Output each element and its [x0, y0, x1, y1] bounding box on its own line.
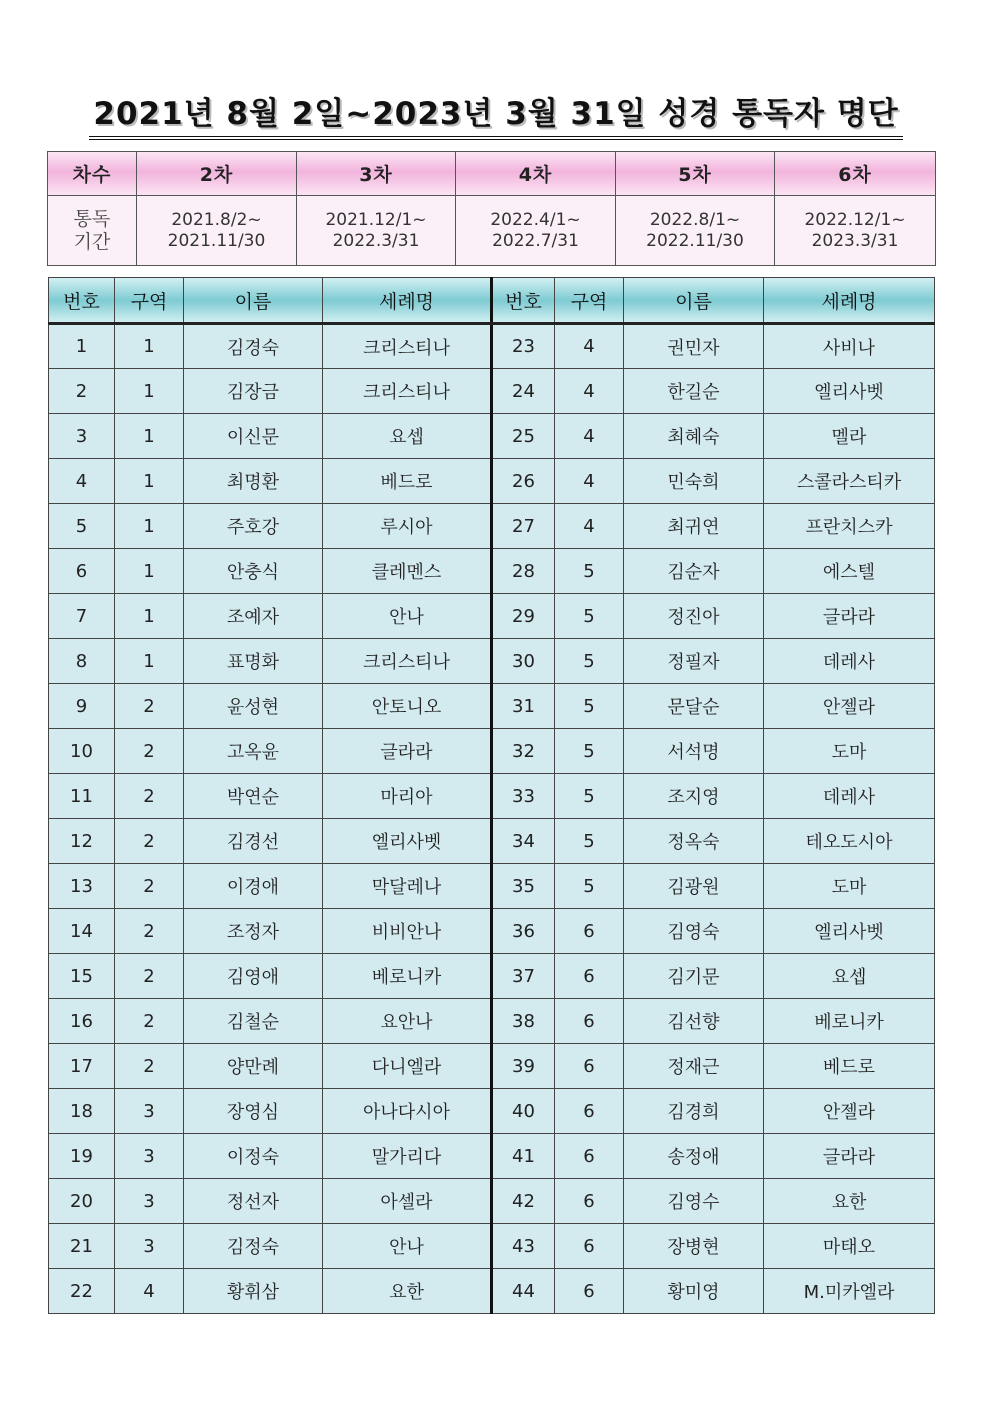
period-end: 2022.7/31 — [492, 230, 579, 251]
cell-name: 황휘삼 — [184, 1269, 323, 1314]
table-row — [49, 1134, 935, 1179]
cell-district: 2 — [115, 819, 184, 864]
table-row — [49, 819, 935, 864]
cell-number: 4 — [49, 459, 115, 504]
cell-name: 김경숙 — [184, 324, 323, 369]
header-name: 이름 — [184, 278, 323, 324]
cell-baptismal-name: 다니엘라 — [323, 1044, 492, 1089]
header-baptismal-name: 세례명 — [764, 278, 935, 324]
period-end: 2023.3/31 — [811, 230, 899, 251]
cell-name: 이정숙 — [184, 1134, 323, 1179]
round-name: 6차 — [775, 152, 936, 196]
cell-baptismal-name: 말가리다 — [323, 1134, 492, 1179]
cell-baptismal-name: 안나 — [323, 1224, 492, 1269]
cell-number: 8 — [49, 639, 115, 684]
round-name: 2차 — [137, 152, 297, 196]
cell-name: 황미영 — [624, 1269, 764, 1314]
cell-name: 최명환 — [184, 459, 323, 504]
cell-name: 고옥윤 — [184, 729, 323, 774]
cell-number: 10 — [49, 729, 115, 774]
cell-baptismal-name: 요한 — [323, 1269, 492, 1314]
cell-district: 2 — [115, 1044, 184, 1089]
cell-district: 5 — [555, 549, 624, 594]
cell-district: 1 — [115, 504, 184, 549]
cell-number: 31 — [492, 684, 555, 729]
page-title: 2021년 8월 2일~2023년 3월 31일 성경 통독자 명단 — [89, 88, 902, 140]
cell-number: 42 — [492, 1179, 555, 1224]
cell-baptismal-name: 엘리사벳 — [323, 819, 492, 864]
cell-number: 27 — [492, 504, 555, 549]
cell-district: 5 — [555, 729, 624, 774]
cell-name: 양만례 — [184, 1044, 323, 1089]
cell-name: 권민자 — [624, 324, 764, 369]
cell-baptismal-name: 안젤라 — [764, 1089, 935, 1134]
cell-baptismal-name: 도마 — [764, 864, 935, 909]
cell-number: 30 — [492, 639, 555, 684]
cell-name: 문달순 — [624, 684, 764, 729]
cell-name: 이경애 — [184, 864, 323, 909]
cell-name: 조예자 — [184, 594, 323, 639]
period-label-line: 통독 — [73, 207, 111, 230]
header-district: 구역 — [115, 278, 184, 324]
period-start: 2022.12/1~ — [804, 209, 906, 230]
cell-name: 김영애 — [184, 954, 323, 999]
cell-number: 9 — [49, 684, 115, 729]
cell-baptismal-name: 크리스티나 — [323, 324, 492, 369]
cell-baptismal-name: M.미카엘라 — [764, 1269, 935, 1314]
cell-district: 6 — [555, 1179, 624, 1224]
cell-district: 3 — [115, 1224, 184, 1269]
cell-baptismal-name: 안나 — [323, 594, 492, 639]
period-start: 2021.12/1~ — [325, 209, 427, 230]
cell-name: 조정자 — [184, 909, 323, 954]
cell-district: 3 — [115, 1179, 184, 1224]
period-start: 2022.8/1~ — [649, 209, 741, 230]
cell-baptismal-name: 요셉 — [764, 954, 935, 999]
table-row — [49, 729, 935, 774]
cell-baptismal-name: 프란치스카 — [764, 504, 935, 549]
table-row — [49, 1269, 935, 1314]
cell-district: 2 — [115, 729, 184, 774]
cell-district: 6 — [555, 1089, 624, 1134]
cell-baptismal-name: 글라라 — [764, 1134, 935, 1179]
table-row — [49, 774, 935, 819]
cell-number: 17 — [49, 1044, 115, 1089]
cell-number: 15 — [49, 954, 115, 999]
cell-district: 2 — [115, 999, 184, 1044]
period-cell — [775, 196, 936, 266]
cell-baptismal-name: 엘리사벳 — [764, 369, 935, 414]
cell-district: 1 — [115, 459, 184, 504]
cell-district: 4 — [555, 459, 624, 504]
cell-number: 21 — [49, 1224, 115, 1269]
reader-roster-table — [48, 277, 935, 1314]
cell-baptismal-name: 베로니카 — [764, 999, 935, 1044]
cell-district: 4 — [555, 414, 624, 459]
header-name: 이름 — [624, 278, 764, 324]
cell-number: 23 — [492, 324, 555, 369]
table-row — [49, 324, 935, 369]
cell-baptismal-name: 글라라 — [323, 729, 492, 774]
cell-district: 3 — [115, 1089, 184, 1134]
cell-district: 2 — [115, 684, 184, 729]
period-label — [48, 196, 137, 266]
cell-name: 민숙희 — [624, 459, 764, 504]
period-cell — [297, 196, 456, 266]
cell-number: 32 — [492, 729, 555, 774]
table-row — [49, 999, 935, 1044]
table-row — [49, 1089, 935, 1134]
cell-number: 37 — [492, 954, 555, 999]
cell-baptismal-name: 베드로 — [323, 459, 492, 504]
cell-name: 김순자 — [624, 549, 764, 594]
cell-baptismal-name: 크리스티나 — [323, 639, 492, 684]
cell-name: 박연순 — [184, 774, 323, 819]
cell-name: 장영심 — [184, 1089, 323, 1134]
cell-district: 6 — [555, 1269, 624, 1314]
cell-baptismal-name: 클레멘스 — [323, 549, 492, 594]
cell-name: 김경희 — [624, 1089, 764, 1134]
cell-number: 44 — [492, 1269, 555, 1314]
table-row — [49, 1044, 935, 1089]
reading-period-table — [47, 151, 936, 266]
cell-number: 20 — [49, 1179, 115, 1224]
cell-district: 1 — [115, 639, 184, 684]
cell-number: 34 — [492, 819, 555, 864]
table-row — [49, 504, 935, 549]
header-baptismal-name: 세례명 — [323, 278, 492, 324]
cell-baptismal-name: 아셀라 — [323, 1179, 492, 1224]
cell-district: 4 — [555, 324, 624, 369]
cell-district: 6 — [555, 1224, 624, 1269]
cell-name: 한길순 — [624, 369, 764, 414]
cell-number: 28 — [492, 549, 555, 594]
cell-number: 2 — [49, 369, 115, 414]
period-end: 2021.11/30 — [167, 230, 266, 251]
table-row — [49, 549, 935, 594]
cell-district: 5 — [555, 594, 624, 639]
cell-baptismal-name: 스콜라스티카 — [764, 459, 935, 504]
cell-number: 36 — [492, 909, 555, 954]
cell-baptismal-name: 마태오 — [764, 1224, 935, 1269]
cell-district: 4 — [555, 369, 624, 414]
table-row — [49, 639, 935, 684]
cell-baptismal-name: 요한 — [764, 1179, 935, 1224]
period-start: 2022.4/1~ — [490, 209, 581, 230]
cell-number: 5 — [49, 504, 115, 549]
cell-name: 김선향 — [624, 999, 764, 1044]
cell-district: 6 — [555, 909, 624, 954]
header-number: 번호 — [49, 278, 115, 324]
table-row — [49, 684, 935, 729]
cell-district: 3 — [115, 1134, 184, 1179]
cell-name: 김기문 — [624, 954, 764, 999]
round-name: 5차 — [616, 152, 775, 196]
cell-baptismal-name: 글라라 — [764, 594, 935, 639]
cell-number: 33 — [492, 774, 555, 819]
cell-district: 1 — [115, 549, 184, 594]
cell-name: 정필자 — [624, 639, 764, 684]
cell-number: 38 — [492, 999, 555, 1044]
cell-baptismal-name: 아나다시아 — [323, 1089, 492, 1134]
period-end: 2022.11/30 — [646, 230, 744, 251]
cell-name: 김영수 — [624, 1179, 764, 1224]
cell-district: 2 — [115, 954, 184, 999]
table-row — [49, 1224, 935, 1269]
cell-name: 김영숙 — [624, 909, 764, 954]
table-row — [49, 459, 935, 504]
cell-number: 13 — [49, 864, 115, 909]
cell-baptismal-name: 에스텔 — [764, 549, 935, 594]
table-row — [49, 414, 935, 459]
cell-name: 정진아 — [624, 594, 764, 639]
cell-baptismal-name: 막달레나 — [323, 864, 492, 909]
cell-number: 40 — [492, 1089, 555, 1134]
cell-baptismal-name: 안젤라 — [764, 684, 935, 729]
period-cell — [137, 196, 297, 266]
cell-number: 3 — [49, 414, 115, 459]
cell-number: 12 — [49, 819, 115, 864]
cell-baptismal-name: 크리스티나 — [323, 369, 492, 414]
page-title-wrap — [0, 88, 992, 140]
cell-number: 14 — [49, 909, 115, 954]
cell-baptismal-name: 테오도시아 — [764, 819, 935, 864]
cell-name: 정선자 — [184, 1179, 323, 1224]
cell-district: 6 — [555, 954, 624, 999]
round-name: 4차 — [456, 152, 616, 196]
cell-baptismal-name: 안토니오 — [323, 684, 492, 729]
cell-number: 1 — [49, 324, 115, 369]
cell-baptismal-name: 도마 — [764, 729, 935, 774]
cell-district: 5 — [555, 684, 624, 729]
period-header-row — [48, 152, 936, 196]
cell-name: 최귀연 — [624, 504, 764, 549]
cell-district: 5 — [555, 774, 624, 819]
cell-district: 1 — [115, 369, 184, 414]
table-row — [49, 369, 935, 414]
cell-name: 송정애 — [624, 1134, 764, 1179]
cell-name: 김철순 — [184, 999, 323, 1044]
table-row — [49, 1179, 935, 1224]
period-cell — [616, 196, 775, 266]
period-end: 2022.3/31 — [332, 230, 420, 251]
header-district: 구역 — [555, 278, 624, 324]
cell-baptismal-name: 사비나 — [764, 324, 935, 369]
cell-name: 김장금 — [184, 369, 323, 414]
cell-number: 19 — [49, 1134, 115, 1179]
table-row — [49, 594, 935, 639]
period-cell — [456, 196, 616, 266]
cell-baptismal-name: 요안나 — [323, 999, 492, 1044]
cell-name: 김광원 — [624, 864, 764, 909]
cell-baptismal-name: 엘리사벳 — [764, 909, 935, 954]
roster-header-row — [49, 278, 935, 324]
cell-district: 5 — [555, 819, 624, 864]
round-name: 3차 — [297, 152, 456, 196]
cell-number: 7 — [49, 594, 115, 639]
cell-name: 이신문 — [184, 414, 323, 459]
cell-name: 장병현 — [624, 1224, 764, 1269]
cell-district: 1 — [115, 324, 184, 369]
cell-name: 표명화 — [184, 639, 323, 684]
cell-number: 22 — [49, 1269, 115, 1314]
cell-number: 11 — [49, 774, 115, 819]
cell-name: 김정숙 — [184, 1224, 323, 1269]
cell-district: 4 — [555, 504, 624, 549]
cell-district: 2 — [115, 909, 184, 954]
cell-number: 26 — [492, 459, 555, 504]
round-label: 차수 — [48, 152, 137, 196]
cell-district: 2 — [115, 864, 184, 909]
cell-name: 최혜숙 — [624, 414, 764, 459]
cell-name: 김경선 — [184, 819, 323, 864]
cell-district: 4 — [115, 1269, 184, 1314]
period-start: 2021.8/2~ — [171, 209, 262, 230]
cell-name: 안충식 — [184, 549, 323, 594]
cell-baptismal-name: 비비안나 — [323, 909, 492, 954]
cell-name: 정옥숙 — [624, 819, 764, 864]
cell-name: 윤성현 — [184, 684, 323, 729]
cell-number: 43 — [492, 1224, 555, 1269]
cell-district: 6 — [555, 999, 624, 1044]
cell-district: 5 — [555, 864, 624, 909]
cell-district: 2 — [115, 774, 184, 819]
cell-number: 16 — [49, 999, 115, 1044]
header-number: 번호 — [492, 278, 555, 324]
table-row — [49, 864, 935, 909]
cell-baptismal-name: 멜라 — [764, 414, 935, 459]
cell-baptismal-name: 마리아 — [323, 774, 492, 819]
cell-number: 18 — [49, 1089, 115, 1134]
cell-name: 정재근 — [624, 1044, 764, 1089]
cell-number: 29 — [492, 594, 555, 639]
cell-baptismal-name: 베드로 — [764, 1044, 935, 1089]
cell-district: 1 — [115, 594, 184, 639]
cell-number: 25 — [492, 414, 555, 459]
period-dates-row — [48, 196, 936, 266]
cell-district: 6 — [555, 1134, 624, 1179]
table-row — [49, 909, 935, 954]
cell-district: 5 — [555, 639, 624, 684]
table-row — [49, 954, 935, 999]
cell-district: 1 — [115, 414, 184, 459]
cell-number: 41 — [492, 1134, 555, 1179]
cell-number: 24 — [492, 369, 555, 414]
cell-number: 39 — [492, 1044, 555, 1089]
cell-baptismal-name: 베로니카 — [323, 954, 492, 999]
cell-number: 35 — [492, 864, 555, 909]
cell-baptismal-name: 요셉 — [323, 414, 492, 459]
period-label-line: 기간 — [73, 230, 111, 253]
cell-number: 6 — [49, 549, 115, 594]
roster-body — [49, 324, 935, 1314]
cell-district: 6 — [555, 1044, 624, 1089]
cell-name: 주호강 — [184, 504, 323, 549]
cell-baptismal-name: 루시아 — [323, 504, 492, 549]
cell-baptismal-name: 데레사 — [764, 639, 935, 684]
cell-name: 서석명 — [624, 729, 764, 774]
cell-baptismal-name: 데레사 — [764, 774, 935, 819]
cell-name: 조지영 — [624, 774, 764, 819]
